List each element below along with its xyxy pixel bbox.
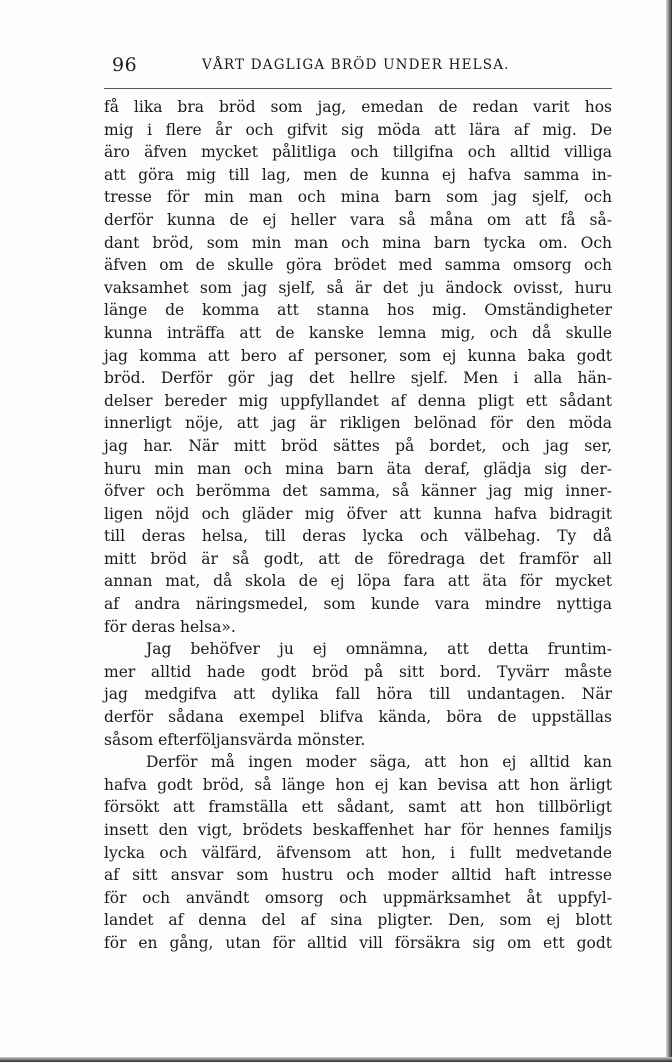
text-line: derför sådana exempel blifva kända, böra de uppställas	[104, 708, 612, 727]
text-line: af sitt ansvar som hustru och moder alltid haft intresse	[104, 866, 612, 885]
text-line: att göra mig till lag, men de kunna ej hafva samma in-	[104, 165, 612, 184]
text-line: mer alltid hade godt bröd på sitt bord. Tyvärr måste	[104, 662, 612, 681]
text-line: jag medgifva att dylika fall höra till undantagen. När	[104, 685, 612, 704]
page-header	[104, 54, 612, 82]
text-line: få lika bra bröd som jag, emedan de redan varit hos	[104, 98, 612, 116]
text-line: mig i flere år och gifvit sig möda att lära af mig. De	[104, 120, 612, 139]
paragraph-end-line: såsom efterföljansvärda mönster.	[104, 730, 366, 749]
text-line: insett den vigt, brödets beskaffenhet har för hennes familjs	[104, 821, 612, 839]
text-line: till deras helsa, till deras lycka och välbehag. Ty då	[104, 527, 612, 546]
text-line: delser bereder mig uppfyllandet af denna pligt ett sådant	[104, 391, 612, 410]
text-line: dant bröd, som min man och mina barn tycka om. Och	[104, 233, 612, 252]
text-line: huru min man och mina barn äta deraf, glädja sig der-	[104, 459, 612, 478]
text-line: kunna inträffa att de kanske lemna mig, och då skulle	[104, 323, 612, 342]
text-line: lycka och välfärd, äfvensom att hon, i fullt medvetande	[104, 843, 612, 862]
paragraph-end-line: för deras helsa».	[104, 617, 236, 636]
text-line: af andra näringsmedel, som kunde vara mindre nyttiga	[104, 595, 612, 614]
text-line: derför kunna de ej heller vara så måna om att få så-	[104, 210, 612, 229]
body-text	[104, 96, 612, 955]
text-line: försökt att framställa ett sådant, samt att hon tillbörligt	[104, 798, 612, 817]
text-line: bröd. Derför gör jag det hellre sjelf. Men i alla hän-	[104, 369, 612, 388]
header-rule	[104, 88, 612, 89]
text-line: länge de komma att stanna hos mig. Omständigheter	[104, 301, 612, 320]
text-line: jag har. När mitt bröd sättes på bordet, och jag ser,	[104, 436, 612, 455]
text-line: tresse för min man och mina barn som jag sjelf, och	[104, 188, 612, 207]
text-line: landet af denna del af sina pligter. Den, som ej blott	[104, 911, 612, 930]
text-line: hafva godt bröd, så länge hon ej kan bevisa att hon ärligt	[104, 775, 612, 794]
paragraph-start-line: Jag behöfver ju ej omnämna, att detta fruntim-	[146, 640, 612, 659]
text-line: för en gång, utan för alltid vill försäkra sig om ett godt	[104, 933, 612, 952]
paragraph-start-line: Derför må ingen moder säga, att hon ej alltid kan	[146, 753, 612, 772]
text-line: vaksamhet som jag sjelf, så är det ju ändock ovisst, huru	[104, 278, 612, 297]
text-line: innerligt nöje, att jag är rikligen belönad för den möda	[104, 414, 612, 433]
text-line: äro äfven mycket pålitliga och tillgifna och alltid villiga	[104, 143, 612, 162]
scan-edge-right	[666, 0, 672, 1062]
text-line: mitt bröd är så godt, att de föredraga det framför all	[104, 549, 612, 568]
text-line: annan mat, då skola de ej löpa fara att äta för mycket	[104, 572, 612, 591]
scan-edge-bottom	[0, 1057, 672, 1062]
text-line: ligen nöjd och gläder mig öfver att kunna hafva bidragit	[104, 504, 612, 523]
text-line: öfver och berömma det samma, så känner jag mig inner-	[104, 482, 612, 501]
text-line: för och användt omsorg och uppmärksamhet åt uppfyl-	[104, 888, 612, 907]
page-number: 96	[112, 54, 138, 76]
text-line: äfven om de skulle göra brödet med samma omsorg och	[104, 256, 612, 275]
text-line: jag komma att bero af personer, som ej kunna baka godt	[104, 346, 612, 365]
running-title: VÅRT DAGLIGA BRÖD UNDER HELSA.	[202, 57, 510, 73]
